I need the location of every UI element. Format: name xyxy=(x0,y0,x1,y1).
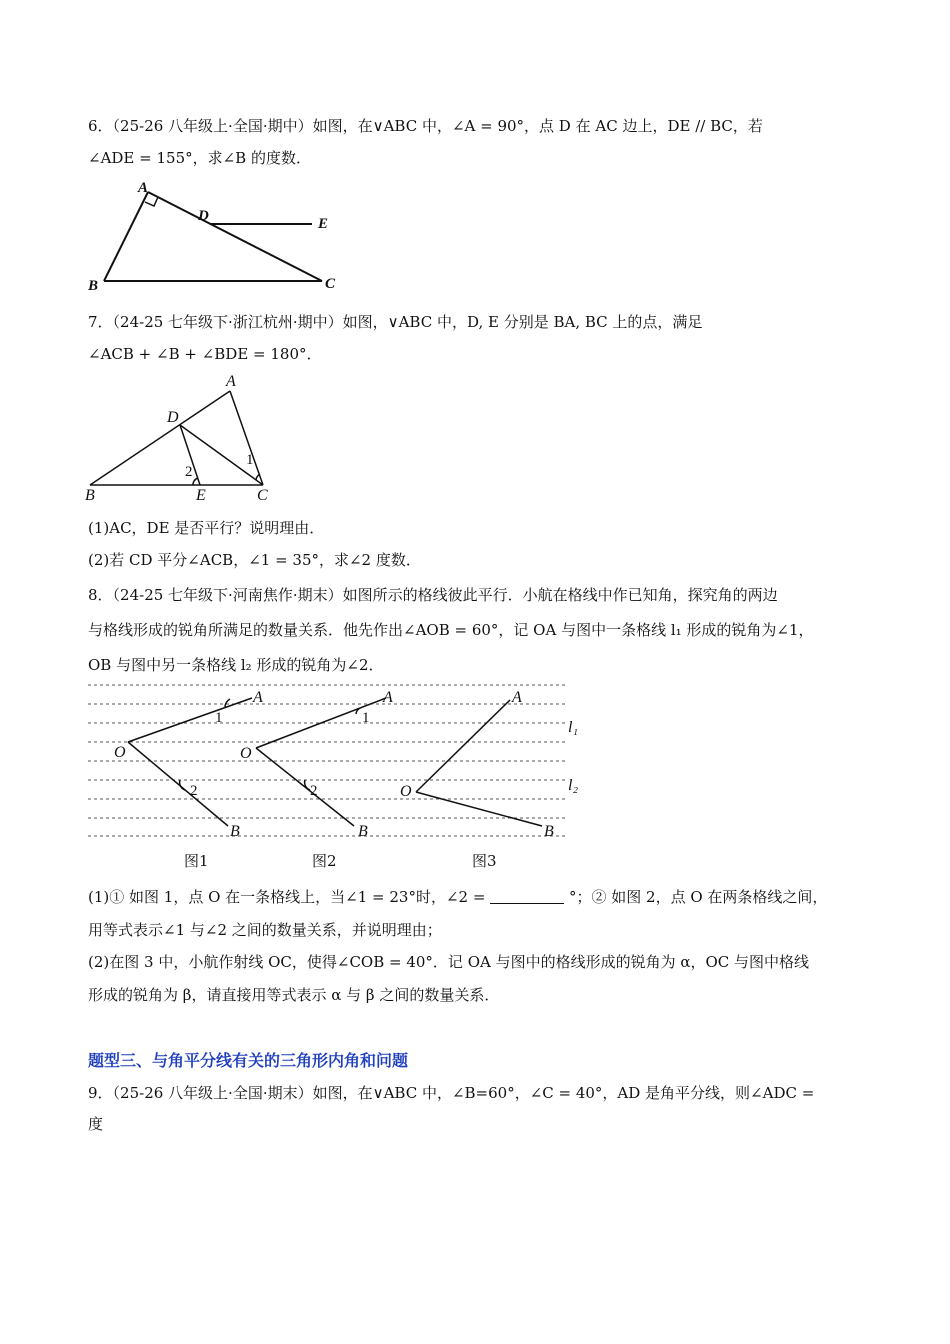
q8-fig1-label-b: B xyxy=(230,823,240,840)
q8-fig3-label-b: B xyxy=(544,823,554,840)
q8-fig2-ray-ob xyxy=(256,748,354,826)
q8-sub2-line1: (2)在图 3 中，小航作射线 OC，使得∠COB = 40°．记 OA 与图中的格线形成的锐角为 α，OC 与图中格线 xyxy=(88,953,810,971)
q8-fig2-label-b: B xyxy=(358,823,368,840)
q8-fig2-label-angle2: 2 xyxy=(310,783,318,799)
q8-fig1-label-a: A xyxy=(253,689,263,706)
q8-fig1-ray-oa xyxy=(128,698,252,742)
q6-side-ab xyxy=(104,192,148,281)
q8-fig1-ray-ob xyxy=(128,742,228,826)
q7-label-c: C xyxy=(257,487,268,504)
q8-fig2-label-a: A xyxy=(383,689,393,706)
q8-sub2-line2: 形成的锐角为 β，请直接用等式表示 α 与 β 之间的数量关系． xyxy=(88,986,500,1004)
q7-sub1: (1)AC，DE 是否平行？说明理由． xyxy=(88,519,325,537)
q8-fig3-ray-oa xyxy=(416,700,510,792)
q7-line2: ∠ACB + ∠B + ∠BDE = 180°． xyxy=(88,345,322,363)
q8-fig1-label-o: O xyxy=(114,744,126,761)
section-heading: 题型三、与角平分线有关的三角形内角和问题 xyxy=(88,1051,409,1070)
q8-sub1-line2: 用等式表示∠1 与∠2 之间的数量关系，并说明理由； xyxy=(88,921,442,939)
q8-fig3-ray-ob xyxy=(416,792,542,826)
q8-fig1-label-angle2: 2 xyxy=(190,783,198,799)
q7-line1: 7．（24-25 七年级下·浙江杭州·期中）如图，∨ABC 中，D, E 分别是 BA, BC 上的点，满足 xyxy=(88,313,703,331)
q6-side-ac xyxy=(148,192,322,281)
q9-line2: 度 xyxy=(88,1115,104,1133)
q7-label-e: E xyxy=(196,487,206,504)
q7-side-ac xyxy=(230,391,263,485)
q8-line3: OB 与图中另一条格线 l₂ 形成的锐角为∠2． xyxy=(88,656,384,674)
q8-fig3-label-o: O xyxy=(400,783,412,800)
q6-line1: 6．（25-26 八年级上·全国·期中）如图，在∨ABC 中，∠A = 90°，点 D 在 AC 边上，DE // BC，若 xyxy=(88,117,763,135)
q8-fig1-label-angle1: 1 xyxy=(215,710,223,726)
q6-label-b: B xyxy=(88,278,99,293)
q8-sub1-line1 xyxy=(88,887,827,907)
q7-side-ba xyxy=(90,391,230,485)
q8-caption-fig1: 图1 xyxy=(184,852,209,870)
q8-fig3-label-a: A xyxy=(512,689,522,706)
q8-caption-fig3: 图3 xyxy=(472,852,497,870)
q6-label-e: E xyxy=(318,216,329,232)
q7-label-a: A xyxy=(226,373,236,390)
q6-figure xyxy=(80,178,350,293)
q7-label-angle1: 1 xyxy=(246,452,254,468)
q8-label-l1: l₁ xyxy=(568,719,579,736)
q7-label-b: B xyxy=(85,487,95,504)
q8-line2: 与格线形成的锐角所满足的数量关系．他先作出∠AOB = 60°，记 OA 与图中一条格线 l₁ 形成的锐角为∠1， xyxy=(88,621,814,639)
q8-label-l2: l₂ xyxy=(568,777,579,794)
q6-line2: ∠ADE = 155°，求∠B 的度数． xyxy=(88,149,311,167)
q7-figure xyxy=(80,370,290,505)
q8-fig2-label-o: O xyxy=(240,745,252,762)
q8-caption-fig2: 图2 xyxy=(312,852,337,870)
q8-line1: 8．（24-25 七年级下·河南焦作·期末）如图所示的格线彼此平行．小航在格线中作已知角，探究角的两边 xyxy=(88,586,778,604)
q6-label-c: C xyxy=(325,276,336,292)
q7-angle2-arc xyxy=(193,478,198,485)
answer-blank[interactable] xyxy=(490,889,564,904)
q6-right-angle-mark xyxy=(145,197,158,206)
q8-sub1-part-a: (1)① 如图 1，点 O 在一条格线上，当∠1 = 23°时，∠2 = xyxy=(88,888,486,906)
q6-label-d: D xyxy=(198,208,209,224)
q8-figures xyxy=(80,680,600,845)
q8-fig2-label-angle1: 1 xyxy=(362,710,370,726)
q7-label-d: D xyxy=(167,409,179,426)
q8-sub1-part-b: °；② 如图 2，点 O 在两条格线之间， xyxy=(568,888,828,906)
q7-sub2: (2)若 CD 平分∠ACB，∠1 = 35°，求∠2 度数． xyxy=(88,551,421,569)
q6-label-a: A xyxy=(138,180,149,196)
q7-label-angle2: 2 xyxy=(185,464,193,480)
q9-line1: 9．（25-26 八年级上·全国·期末）如图，在∨ABC 中，∠B=60°，∠C = 40°，AD 是角平分线，则∠ADC = xyxy=(88,1084,815,1102)
